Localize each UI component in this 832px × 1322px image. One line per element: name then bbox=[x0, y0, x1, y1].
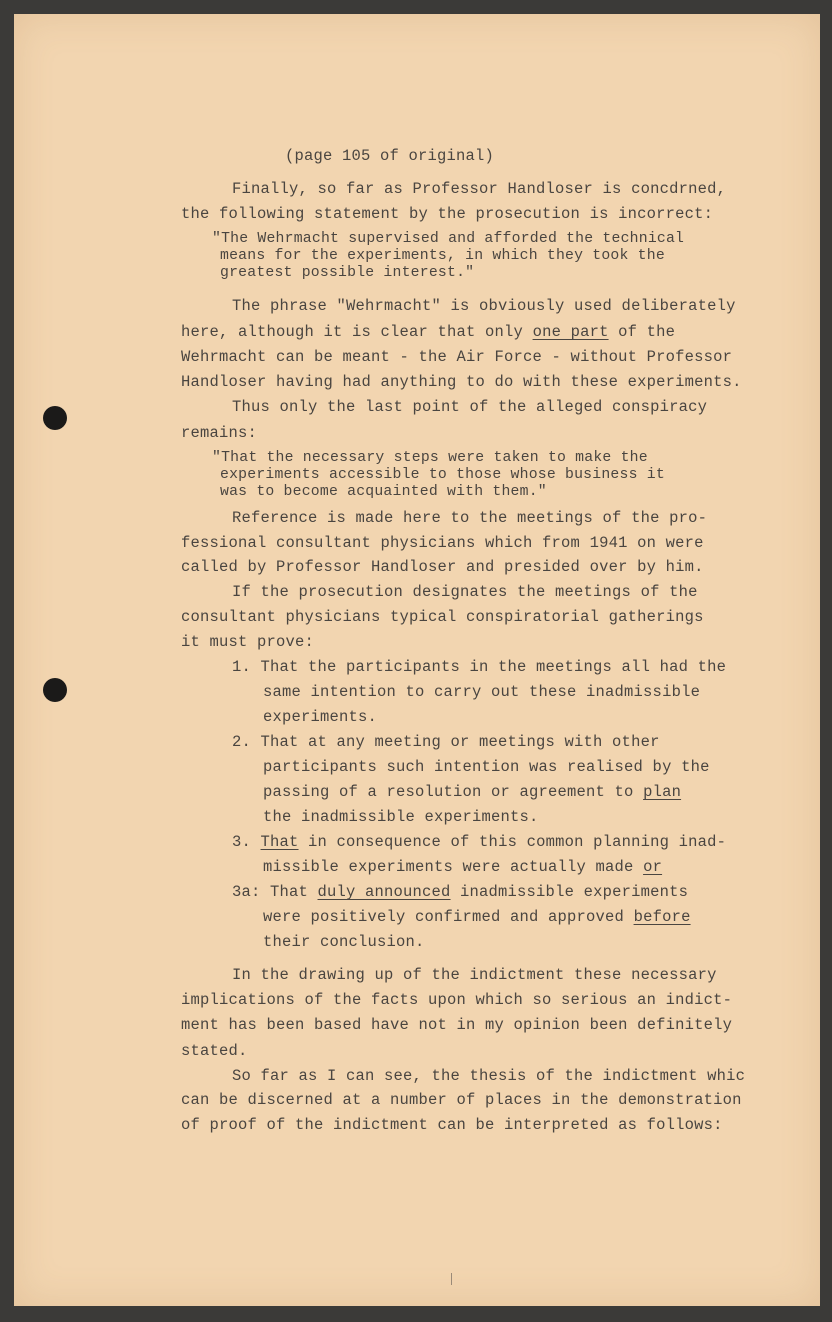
underlined-text: or bbox=[643, 858, 663, 876]
list-item-text: the inadmissible experiments. bbox=[263, 808, 539, 826]
page-label: (page 105 of original) bbox=[285, 147, 495, 165]
list-item-text: were positively confirmed and approved before bbox=[263, 908, 691, 926]
text-line: can be discerned at a number of places in the demonstration bbox=[181, 1091, 742, 1109]
text-line: stated. bbox=[181, 1042, 248, 1060]
underlined-text: before bbox=[633, 908, 691, 926]
quote-line: experiments accessible to those whose business it bbox=[220, 467, 665, 483]
list-item-text: their conclusion. bbox=[263, 933, 425, 951]
list-item-text: participants such intention was realised by the bbox=[263, 758, 710, 776]
punch-hole bbox=[43, 678, 67, 702]
text-line: ment has been based have not in my opinion been definitely bbox=[181, 1016, 733, 1034]
text-line: consultant physicians typical conspiratorial gatherings bbox=[181, 608, 704, 626]
text-line: it must prove: bbox=[181, 633, 315, 651]
text-line: Reference is made here to the meetings of the pro- bbox=[232, 509, 708, 527]
text-line: called by Professor Handloser and presided over by him. bbox=[181, 558, 704, 576]
list-item: 3. That in consequence of this common planning inad- bbox=[232, 833, 727, 851]
list-item-text: passing of a resolution or agreement to plan bbox=[263, 783, 682, 801]
underlined-text: That bbox=[260, 833, 299, 851]
list-item: 3a: That duly announced inadmissible experiments bbox=[232, 883, 689, 901]
list-item-text: missible experiments were actually made or bbox=[263, 858, 663, 876]
quote-line: "The Wehrmacht supervised and afforded the technical bbox=[212, 231, 685, 247]
text-line: here, although it is clear that only one part of the bbox=[181, 323, 676, 341]
text-line: remains: bbox=[181, 424, 258, 442]
quote-line: "That the necessary steps were taken to make the bbox=[212, 450, 648, 466]
pencil-mark bbox=[451, 1273, 452, 1285]
text-line: Wehrmacht can be meant - the Air Force - without Professor bbox=[181, 348, 733, 366]
underlined-text: plan bbox=[643, 783, 682, 801]
text-line: Finally, so far as Professor Handloser is concdrned, bbox=[232, 180, 727, 198]
list-item-text: same intention to carry out these inadmissible bbox=[263, 683, 701, 701]
text-line: Thus only the last point of the alleged conspiracy bbox=[232, 398, 708, 416]
text-line: the following statement by the prosecution is incorrect: bbox=[181, 205, 714, 223]
list-item: 1. That the participants in the meetings all had the bbox=[232, 658, 727, 676]
quote-line: greatest possible interest." bbox=[220, 265, 475, 281]
punch-hole bbox=[43, 406, 67, 430]
underlined-text: one part bbox=[532, 323, 609, 341]
text-line: implications of the facts upon which so serious an indict- bbox=[181, 991, 733, 1009]
quote-line: was to become acquainted with them." bbox=[220, 484, 547, 500]
text-line: fessional consultant physicians which from 1941 on were bbox=[181, 534, 704, 552]
underlined-text: duly announced bbox=[317, 883, 451, 901]
text-line: Handloser having had anything to do with these experiments. bbox=[181, 373, 742, 391]
quote-line: means for the experiments, in which they took the bbox=[220, 248, 665, 264]
list-item-text: experiments. bbox=[263, 708, 378, 726]
text-line: If the prosecution designates the meetings of the bbox=[232, 583, 698, 601]
text-line: of proof of the indictment can be interpreted as follows: bbox=[181, 1116, 723, 1134]
text-line: The phrase "Wehrmacht" is obviously used deliberately bbox=[232, 297, 736, 315]
text-line: In the drawing up of the indictment these necessary bbox=[232, 966, 717, 984]
text-line: So far as I can see, the thesis of the indictment whic bbox=[232, 1067, 746, 1085]
list-item: 2. That at any meeting or meetings with other bbox=[232, 733, 660, 751]
